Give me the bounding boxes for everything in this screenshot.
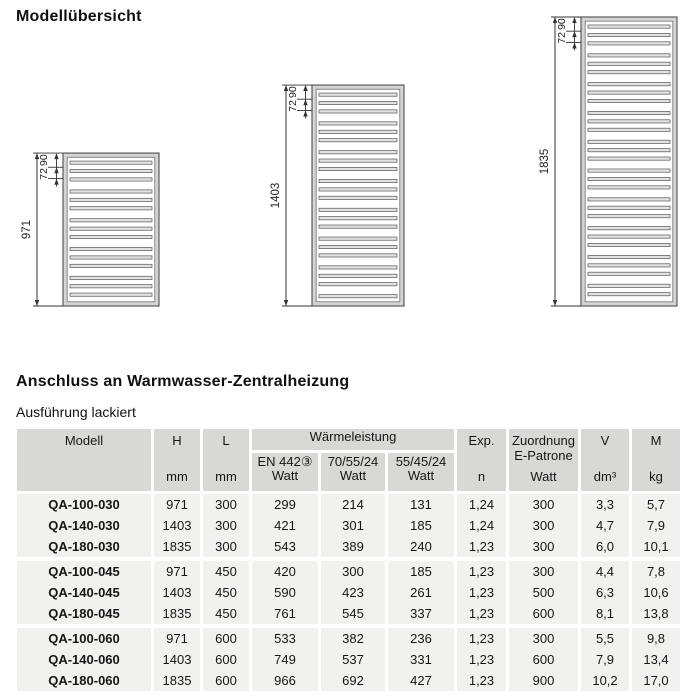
- dimension-label: 971: [21, 219, 33, 240]
- table-row: [17, 561, 680, 582]
- unit-label: mm: [215, 469, 237, 485]
- table-cell: 331: [388, 649, 454, 670]
- table-cell: 10,2: [581, 670, 629, 691]
- table-cell: 300: [203, 515, 249, 536]
- header-label: Exp.: [468, 433, 495, 448]
- dimension-label: 90: [287, 86, 299, 98]
- table-cell: 692: [321, 670, 385, 691]
- header-label: V: [600, 433, 610, 448]
- table-row: [17, 494, 680, 515]
- model-cell: QA-140-060: [17, 649, 151, 670]
- table-cell: 300: [509, 494, 578, 515]
- table-cell: 7,8: [632, 561, 680, 582]
- table-cell: 450: [203, 582, 249, 603]
- table-cell: 10,1: [632, 536, 680, 557]
- unit-label: mm: [166, 469, 188, 485]
- header-label: L: [222, 433, 230, 448]
- table-cell: 900: [509, 670, 578, 691]
- unit-label: n: [477, 469, 486, 485]
- spec-table: [14, 429, 683, 691]
- col-header-705524: [321, 453, 385, 491]
- dimension-label: 72: [38, 168, 50, 180]
- header-label: Wärmeleistung: [309, 429, 397, 444]
- table-cell: 17,0: [632, 670, 680, 691]
- page-title: Modellübersicht: [16, 8, 142, 25]
- section-heading: Anschluss an Warmwasser-Zentralheizung: [16, 373, 350, 390]
- table-cell: 6,0: [581, 536, 629, 557]
- table-cell: 1,23: [457, 561, 506, 582]
- model-cell: QA-180-045: [17, 603, 151, 624]
- col-header-m: [632, 429, 680, 491]
- col-header-en442: [252, 453, 318, 491]
- table-cell: 300: [203, 494, 249, 515]
- col-header-v: [581, 429, 629, 491]
- table-cell: 1,23: [457, 670, 506, 691]
- table-cell: 5,5: [581, 628, 629, 649]
- table-row: [17, 649, 680, 670]
- header-label: E-Patrone: [514, 447, 573, 463]
- header-label: M: [650, 433, 662, 448]
- table-cell: 300: [509, 536, 578, 557]
- table-cell: 236: [388, 628, 454, 649]
- table-cell: 1,24: [457, 494, 506, 515]
- table-cell: 299: [252, 494, 318, 515]
- table-cell: 10,6: [632, 582, 680, 603]
- table-cell: 761: [252, 603, 318, 624]
- dimension-label: 1403: [270, 182, 282, 209]
- model-cell: QA-140-045: [17, 582, 151, 603]
- table-cell: 300: [321, 561, 385, 582]
- table-cell: 421: [252, 515, 318, 536]
- table-cell: 450: [203, 561, 249, 582]
- table-cell: 4,7: [581, 515, 629, 536]
- table-cell: 423: [321, 582, 385, 603]
- table-cell: 1,23: [457, 582, 506, 603]
- unit-label: Watt: [271, 468, 299, 484]
- col-header-554524: [388, 453, 454, 491]
- table-cell: 240: [388, 536, 454, 557]
- table-row: [17, 536, 680, 557]
- header-label: H: [172, 433, 182, 448]
- table-cell: 450: [203, 603, 249, 624]
- table-cell: 214: [321, 494, 385, 515]
- dimension-label: 90: [556, 18, 568, 30]
- table-cell: 300: [509, 515, 578, 536]
- table-cell: 7,9: [632, 515, 680, 536]
- header-label: 70/55/24: [327, 454, 379, 469]
- model-cell: QA-180-060: [17, 670, 151, 691]
- table-cell: 600: [509, 603, 578, 624]
- table-cell: 4,4: [581, 561, 629, 582]
- table-cell: 1835: [154, 603, 200, 624]
- table-cell: 600: [509, 649, 578, 670]
- table-cell: 382: [321, 628, 385, 649]
- table-cell: 1835: [154, 670, 200, 691]
- col-header-exp: [457, 429, 506, 491]
- table-cell: 545: [321, 603, 385, 624]
- model-cell: QA-180-030: [17, 536, 151, 557]
- table-cell: 9,8: [632, 628, 680, 649]
- col-header-l: [203, 429, 249, 491]
- unit-label: Watt: [407, 468, 435, 484]
- header-label: EN 442③: [257, 454, 313, 469]
- table-cell: 13,4: [632, 649, 680, 670]
- table-cell: 300: [203, 536, 249, 557]
- dimension-label: 72: [287, 100, 299, 112]
- table-cell: 5,7: [632, 494, 680, 515]
- unit-label: kg: [649, 469, 663, 485]
- dimension-label: 90: [38, 154, 50, 166]
- table-cell: 3,3: [581, 494, 629, 515]
- table-cell: 185: [388, 515, 454, 536]
- table-cell: 389: [321, 536, 385, 557]
- table-cell: 971: [154, 561, 200, 582]
- table-cell: 600: [203, 670, 249, 691]
- table-cell: 537: [321, 649, 385, 670]
- subtitle: Ausführung lackiert: [16, 404, 136, 420]
- table-cell: 600: [203, 628, 249, 649]
- model-cell: QA-100-030: [17, 494, 151, 515]
- table-cell: 500: [509, 582, 578, 603]
- table-cell: 427: [388, 670, 454, 691]
- table-header: [17, 429, 680, 491]
- table-cell: 1,23: [457, 536, 506, 557]
- spec-table-wrap: [14, 429, 683, 691]
- table-cell: 6,3: [581, 582, 629, 603]
- col-header-waermeleistung: [252, 429, 454, 453]
- table-row: [17, 582, 680, 603]
- col-header-h: [154, 429, 200, 491]
- col-header-zuordnung: [509, 429, 578, 491]
- table-cell: 1403: [154, 649, 200, 670]
- table-cell: 971: [154, 494, 200, 515]
- model-cell: QA-100-060: [17, 628, 151, 649]
- header-label: Modell: [64, 433, 104, 448]
- table-cell: 300: [509, 628, 578, 649]
- table-cell: 185: [388, 561, 454, 582]
- table-row: [17, 603, 680, 624]
- table-cell: 1,23: [457, 628, 506, 649]
- header-label: Zuordnung: [512, 433, 575, 448]
- table-cell: 749: [252, 649, 318, 670]
- table-row: [17, 628, 680, 649]
- model-cell: QA-100-045: [17, 561, 151, 582]
- unit-label: Watt: [339, 468, 367, 484]
- table-cell: 1,23: [457, 603, 506, 624]
- table-cell: 533: [252, 628, 318, 649]
- table-cell: 600: [203, 649, 249, 670]
- table-cell: 590: [252, 582, 318, 603]
- table-cell: 1,23: [457, 649, 506, 670]
- radiator-diagram-3: [539, 17, 677, 306]
- table-cell: 966: [252, 670, 318, 691]
- radiator-diagram-1: [21, 153, 159, 306]
- table-body: [17, 491, 680, 691]
- radiator-diagram-2: [270, 85, 404, 306]
- dimension-label: 72: [556, 31, 568, 44]
- table-cell: 420: [252, 561, 318, 582]
- dimension-label: 1835: [539, 148, 551, 175]
- table-cell: 1835: [154, 536, 200, 557]
- table-cell: 1403: [154, 515, 200, 536]
- table-cell: 301: [321, 515, 385, 536]
- model-cell: QA-140-030: [17, 515, 151, 536]
- table-cell: 1,24: [457, 515, 506, 536]
- table-cell: 337: [388, 603, 454, 624]
- table-cell: 1403: [154, 582, 200, 603]
- table-cell: 13,8: [632, 603, 680, 624]
- table-row: [17, 515, 680, 536]
- col-header-modell: [17, 429, 151, 491]
- table-cell: 971: [154, 628, 200, 649]
- table-cell: 131: [388, 494, 454, 515]
- unit-label: dm³: [593, 469, 617, 485]
- table-cell: 8,1: [581, 603, 629, 624]
- table-cell: 7,9: [581, 649, 629, 670]
- table-cell: 300: [509, 561, 578, 582]
- header-label: 55/45/24: [395, 454, 447, 469]
- radiator-diagrams: [0, 0, 700, 345]
- table-cell: 543: [252, 536, 318, 557]
- unit-label: Watt: [530, 469, 557, 485]
- table-cell: 261: [388, 582, 454, 603]
- table-row: [17, 670, 680, 691]
